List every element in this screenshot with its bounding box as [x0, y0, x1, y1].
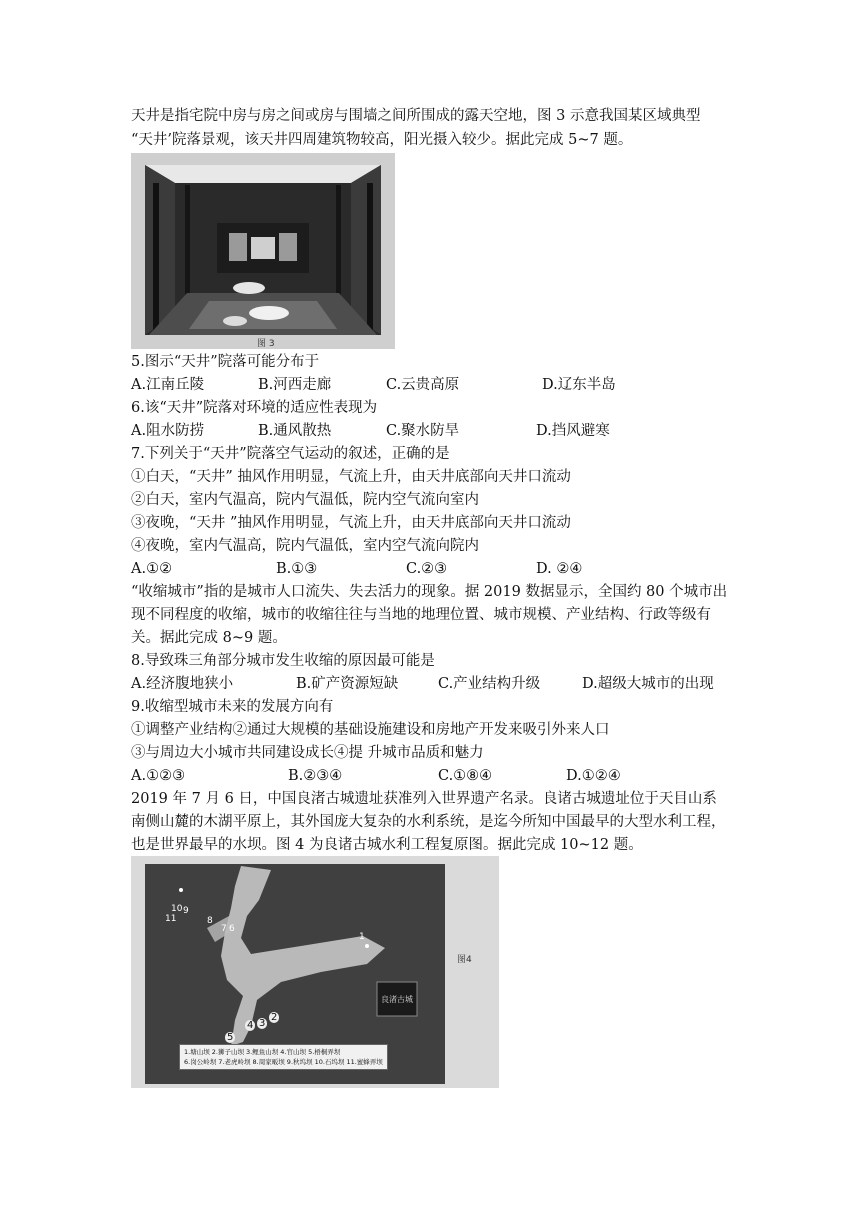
marker-4: 4: [247, 1020, 254, 1031]
q8-option-a[interactable]: A.经济腹地狭小: [131, 676, 234, 692]
figure4-map: [131, 856, 499, 1088]
q9-option-c[interactable]: C.①⑧④: [438, 768, 493, 784]
figure4-caption: 图4: [457, 955, 472, 965]
q7-item-4: ④夜晚，室内气温高，院内气温低，室内空气流向院内: [131, 538, 479, 554]
q7-stem: 7.下列关于“天井”院落空气运动的叙述，正确的是: [131, 446, 450, 462]
q5-option-c[interactable]: C.云贵高原: [386, 377, 460, 393]
q6-option-d[interactable]: D.挡风避寒: [536, 423, 610, 439]
marker-8: 8: [207, 916, 213, 926]
courtyard-illustration: [131, 153, 395, 349]
intro3-line1: 2019 年 7 月 6 日，中国良渚古城遗址获准列入世界遗产名录。良诸古城遗址位于天目山系: [131, 791, 717, 807]
marker-6: 6: [229, 924, 235, 934]
marker-9: 9: [183, 906, 189, 916]
intro1-line2: “天井’院落景观，该天井四周建筑物较高，阳光摄入较少。据此完成 5~7 题。: [131, 132, 633, 148]
marker-2: 2: [271, 1012, 278, 1023]
figure3-photo: [131, 153, 395, 349]
q7-item-3: ③夜晚，“天井 ”抽风作用明显，气流上升，由天井底部向天井口流动: [131, 515, 571, 531]
marker-3: 3: [259, 1018, 266, 1029]
q7-option-d[interactable]: D. ②④: [536, 561, 583, 577]
q7-item-2: ②白天，室内气温高，院内气温低，院内空气流向室内: [131, 492, 479, 508]
q9-item-2: ③与周边大小城市共同建设成长④提 升城市品质和魅力: [131, 745, 484, 761]
legend-row-1: 1.塘山坝 2.狮子山坝 3.鲤鱼山坝 4.官山坝 5.梧桐弄坝: [184, 1048, 341, 1056]
q6-stem: 6.该“天井”院落对环境的适应性表现为: [131, 400, 378, 416]
intro2-line3: 关。据此完成 8~9 题。: [131, 630, 287, 646]
q5-stem: 5.图示“天井”院落可能分布于: [131, 354, 320, 370]
q8-stem: 8.导致珠三角部分城市发生收缩的原因最可能是: [131, 653, 435, 669]
marker-11: 11: [165, 914, 177, 924]
q8-option-c[interactable]: C.产业结构升级: [438, 676, 541, 692]
q8-option-d[interactable]: D.超级大城市的出现: [582, 676, 714, 692]
intro2-line1: “收缩城市”指的是城市人口流失、失去活力的现象。据 2019 数据显示，全国约 80 个城市出: [131, 584, 728, 600]
q9-option-a[interactable]: A.①②③: [131, 768, 186, 784]
marker-5: 5: [227, 1032, 234, 1043]
q9-stem: 9.收缩型城市未来的发展方向有: [131, 699, 334, 715]
q7-option-a[interactable]: A.①②: [131, 561, 173, 577]
q5-option-a[interactable]: A.江南丘陵: [131, 377, 205, 393]
q6-option-c[interactable]: C.聚水防旱: [386, 423, 460, 439]
q6-option-a[interactable]: A.阻水防捞: [131, 423, 205, 439]
q6-option-b[interactable]: B.通风散热: [258, 423, 332, 439]
intro2-line2: 现不同程度的收缩，城市的收缩往往与当地的地理位置、城市规模、产业结构、行政等级有: [131, 607, 711, 623]
intro3-line2: 南侧山麓的木湖平原上，其外国庞大复杂的水利系统，是迄今所知中国最早的大型水利工程，: [131, 814, 726, 830]
q5-option-b[interactable]: B.河西走廊: [258, 377, 332, 393]
q7-option-c[interactable]: C.②③: [406, 561, 448, 577]
q8-option-b[interactable]: B.矿产资源短缺: [296, 676, 399, 692]
figure3-caption: 图 3: [257, 339, 275, 349]
intro3-line3: 也是世界最早的水坝。图 4 为良诸古城水利工程复原图。据此完成 10~12 题。: [131, 837, 643, 853]
legend-row-2: 6.岗公岭坝 7.老虎岭坝 8.周家畈坝 9.秋坞坝 10.石坞坝 11.蜜蜂弄坝: [184, 1058, 383, 1066]
q9-option-b[interactable]: B.②③④: [288, 768, 343, 784]
q9-item-1: ①调整产业结构②通过大规模的基础设施建设和房地产开发来吸引外来人口: [131, 722, 610, 738]
q5-option-d[interactable]: D.辽东半岛: [542, 377, 616, 393]
q9-option-d[interactable]: D.①②④: [566, 768, 621, 784]
intro1-line1: 天井是指宅院中房与房之间或房与围墙之间所围成的露天空地，图 3 示意我国某区域典型: [131, 108, 701, 124]
marker-10: 10: [171, 904, 183, 914]
marker-1: 1: [359, 932, 365, 942]
map-legend: [179, 1044, 388, 1070]
marker-7: 7: [221, 924, 227, 934]
q7-option-b[interactable]: B.①③: [276, 561, 318, 577]
city-label: 良渚古城: [381, 995, 413, 1004]
q7-item-1: ①白天，“天井” 抽风作用明显，气流上升，由天井底部向天井口流动: [131, 469, 571, 485]
